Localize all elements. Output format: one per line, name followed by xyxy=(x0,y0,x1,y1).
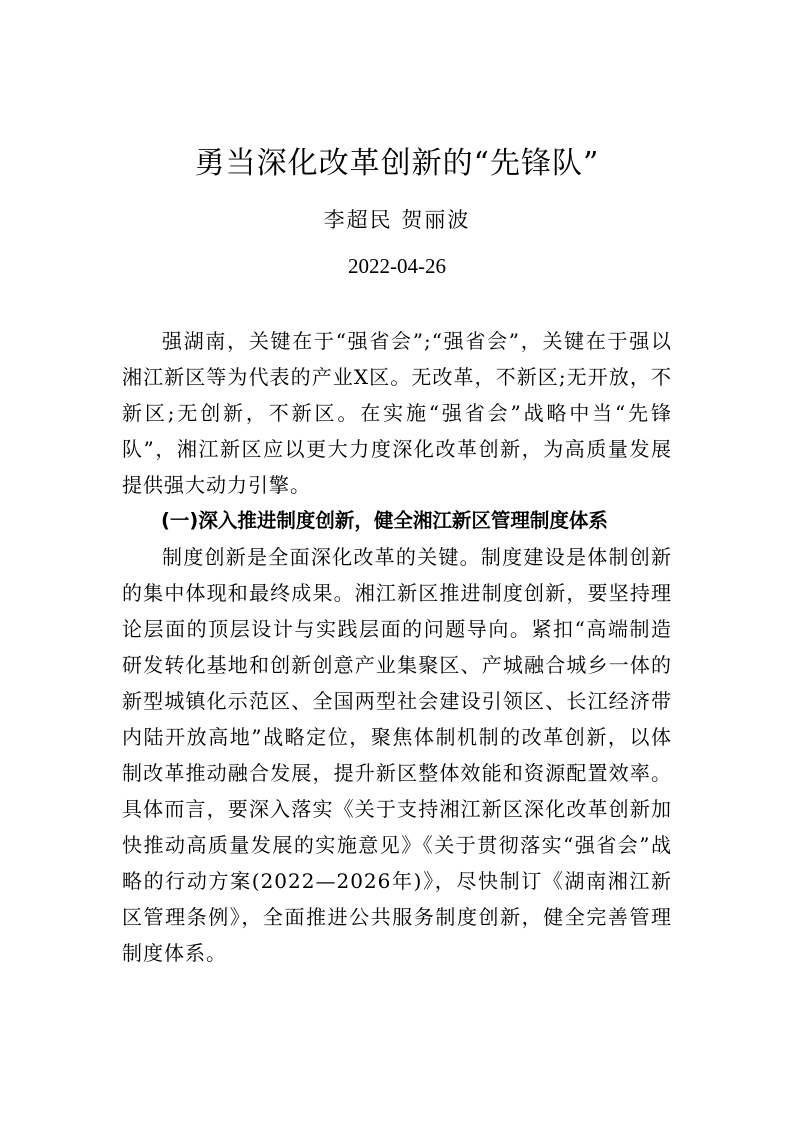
document-date: 2022-04-26 xyxy=(348,254,446,278)
document-body xyxy=(122,323,672,971)
paragraph-institutional-innovation: 制度创新是全面深化改革的关键。制度建设是体制创新的集中体现和最终成果。湘江新区推进制度创新，要坚持理论层面的顶层设计与实践层面的问题导向。紧扣“高端制造研发转化基地和创新创意产业集聚区、产城融合城乡一体的新型城镇化示范区、全国两型社会建设引领区、长江经济带内陆开放高地”战略定位，聚焦体制机制的改革创新，以体制改革推动融合发展，提升新区整体效能和资源配置效率。具体而言，要深入落实《关于支持湘江新区深化改革创新加快推动高质量发展的实施意见》《关于贯彻落实“强省会”战略的行动方案(2022—2026年)》，尽快制订《湖南湘江新区管理条例》，全面推进公共服务制度创新，健全完善管理制度体系。 xyxy=(122,545,672,965)
document-title: 勇当深化改革创新的“先锋队” xyxy=(194,146,600,181)
section-heading: (一)深入推进制度创新，健全湘江新区管理制度体系 xyxy=(161,509,608,532)
paragraph-intro: 强湖南，关键在于“强省会”;“强省会”，关键在于强以湘江新区等为代表的产业X区。无改革，不新区;无开放，不新区;无创新，不新区。在实施“强省会”战略中当“先锋队”，湘江新区应以更大力度深化改革创新，为高质量发展提供强大动力引擎。 xyxy=(122,329,672,497)
document-authors: 李超民 贺丽波 xyxy=(323,208,471,232)
